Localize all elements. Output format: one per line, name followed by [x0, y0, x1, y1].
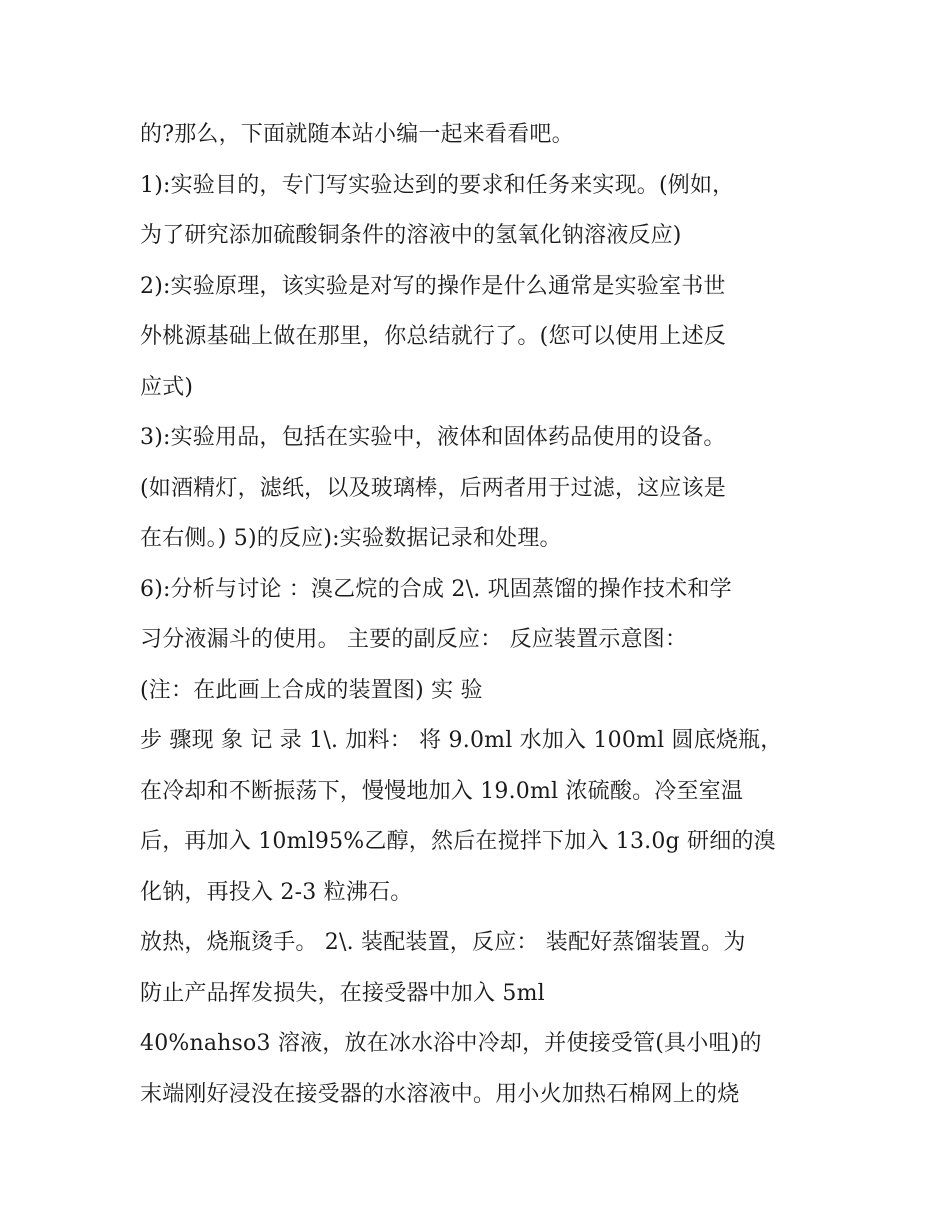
document-body	[140, 110, 820, 1120]
text-line: 外桃源基础上做在那里，你总结就行了。(您可以使用上述反	[140, 324, 726, 349]
text-line: 1):实验目的，专门写实验达到的要求和任务来实现。(例如，	[140, 172, 735, 198]
text-line: 防止产品挥发损失，在接受器中加入 5ml	[140, 980, 545, 1006]
text-line: 6):分析与讨论 ：溴乙烷的合成 2\. 巩固蒸馏的操作技术和学	[140, 576, 732, 602]
text-line: (注：在此画上合成的装置图) 实 验	[140, 677, 483, 703]
text-line: 为了研究添加硫酸铜条件的溶液中的氢氧化钠溶液反应)	[140, 223, 682, 248]
text-line: 2):实验原理，该实验是对写的操作是什么通常是实验室书世	[140, 273, 726, 299]
text-line: 放热，烧瓶烫手。 2\. 装配装置，反应： 装配好蒸馏装置。为	[140, 930, 746, 955]
text-line: 末端刚好浸没在接受器的水溶液中。用小火加热石棉网上的烧	[140, 1081, 740, 1107]
text-line: 3):实验用品，包括在实验中，液体和固体药品使用的设备。	[140, 425, 726, 450]
text-line: 后，再加入 10ml95%乙醇，然后在搅拌下加入 13.0g 研细的溴	[140, 829, 776, 854]
text-line: 在右侧。) 5)的反应):实验数据记录和处理。	[140, 526, 562, 551]
text-line: 化钠，再投入 2-3 粒沸石。	[140, 879, 413, 905]
text-line: 应式)	[140, 374, 194, 400]
text-line: 习分液漏斗的使用。 主要的副反应： 反应装置示意图：	[140, 627, 688, 652]
text-line: 在冷却和不断振荡下，慢慢地加入 19.0ml 浓硫酸。冷至室温	[140, 778, 744, 804]
text-line: 步 骤现 象 记 录 1\. 加料： 将 9.0ml 水加入 100ml 圆底烧瓶，	[140, 728, 783, 753]
text-line: 的?那么，下面就随本站小编一起来看看吧。	[140, 122, 574, 147]
text-line: 40%nahso3 溶液，放在冰水浴中冷却，并使接受管(具小咀)的	[140, 1031, 762, 1056]
text-line: (如酒精灯，滤纸，以及玻璃棒，后两者用于过滤，这应该是	[140, 475, 726, 501]
